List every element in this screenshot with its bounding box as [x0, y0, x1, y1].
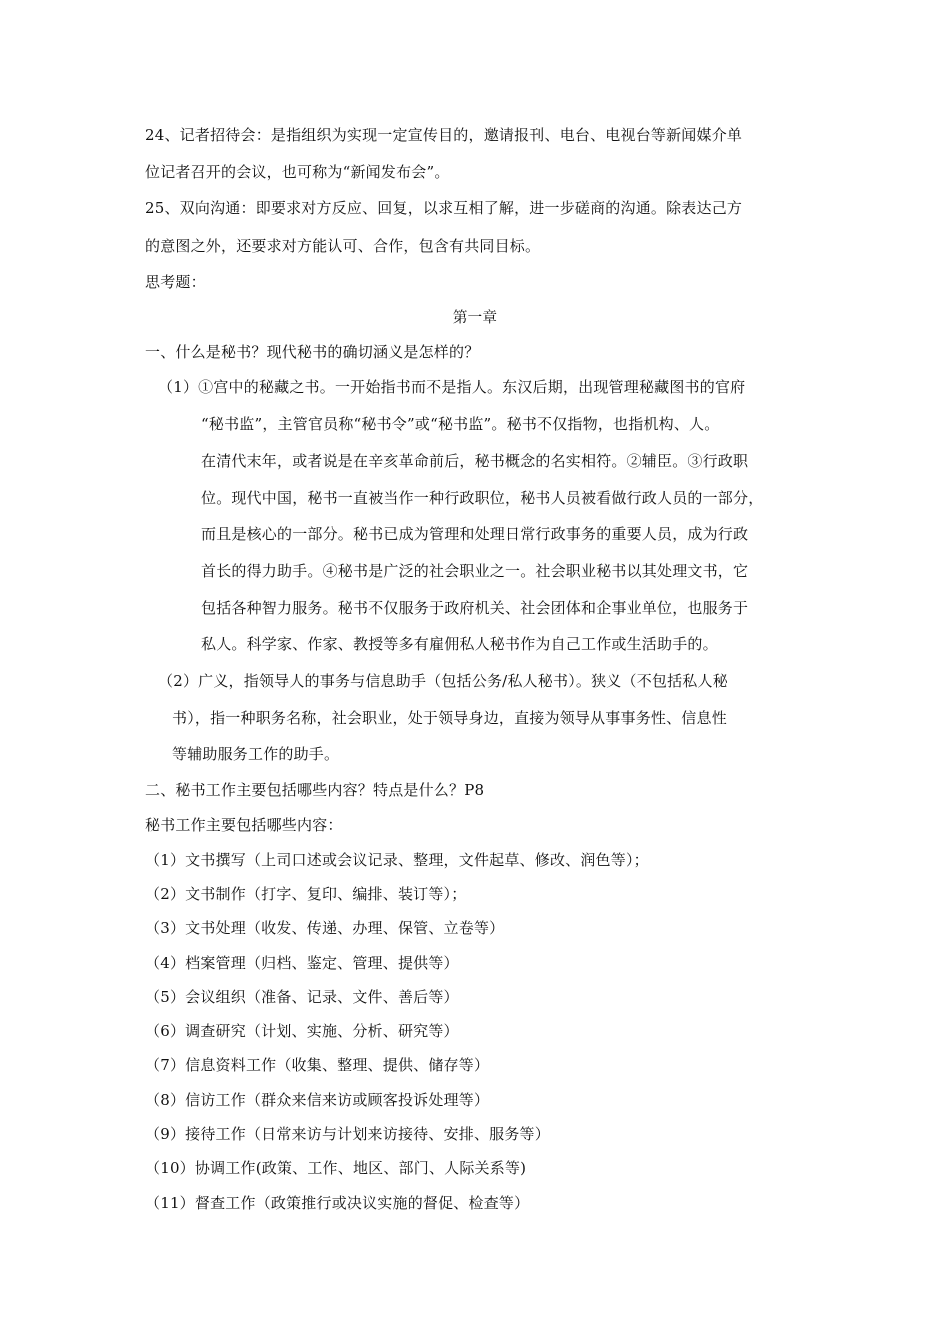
list-item: （10）协调工作(政策、工作、地区、部门、人际关系等): [145, 1159, 527, 1177]
text-line: 25、双向沟通：即要求对方反应、回复，以求互相了解，进一步磋商的沟通。除表达己方: [145, 199, 743, 217]
text-line: “秘书监”，主管官员称“秘书令”或“秘书监”。秘书不仅指物，也指机构、人。: [201, 415, 720, 433]
text-line: 在清代末年，或者说是在辛亥革命前后，秘书概念的名实相符。②辅臣。③行政职: [201, 452, 749, 470]
text-line: 首长的得力助手。④秘书是广泛的社会职业之一。社会职业秘书以其处理文书，它: [201, 562, 749, 580]
text-line: 书），指一种职务名称，社会职业，处于领导身边，直接为领导从事事务性、信息性: [172, 709, 727, 727]
list-item: （1）文书撰写（上司口述或会议记录、整理，文件起草、修改、润色等）；: [145, 851, 649, 869]
list-item: （11）督查工作（政策推行或决议实施的督促、检查等）: [145, 1194, 530, 1212]
list-item: （5）会议组织（准备、记录、文件、善后等）: [145, 988, 459, 1006]
text-line: 秘书工作主要包括哪些内容：: [145, 816, 343, 834]
list-item: （9）接待工作（日常来访与计划来访接待、安排、服务等）: [145, 1125, 550, 1143]
list-item: （7）信息资料工作（收集、整理、提供、储存等）: [145, 1056, 490, 1074]
text-line: 等辅助服务工作的助手。: [172, 745, 340, 763]
text-line: 24、记者招待会：是指组织为实现一定宣传目的，邀请报刊、电台、电视台等新闻媒介单: [145, 126, 743, 144]
list-item: （8）信访工作（群众来信来访或顾客投诉处理等）: [145, 1091, 490, 1109]
text-line: 的意图之外，还要求对方能认可、合作，包含有共同目标。: [145, 237, 541, 255]
list-item: （4）档案管理（归档、鉴定、管理、提供等）: [145, 954, 459, 972]
text-line: （1）①宫中的秘藏之书。一开始指书而不是指人。东汉后期，出现管理秘藏图书的官府: [158, 378, 746, 396]
text-line: 而且是核心的一部分。秘书已成为管理和处理日常行政事务的重要人员，成为行政: [201, 525, 749, 543]
text-line: 私人。科学家、作家、教授等多有雇佣私人秘书作为自己工作或生活助手的。: [201, 635, 718, 653]
text-line: 位。现代中国，秘书一直被当作一种行政职位，秘书人员被看做行政人员的一部分，: [201, 489, 764, 507]
question-heading: 二、秘书工作主要包括哪些内容？特点是什么？P8: [145, 781, 485, 799]
text-line: 包括各种智力服务。秘书不仅服务于政府机关、社会团体和企事业单位，也服务于: [201, 599, 749, 617]
question-heading: 一、什么是秘书？现代秘书的确切涵义是怎样的？: [145, 343, 480, 361]
text-line: 思考题：: [145, 273, 206, 291]
list-item: （2）文书制作（打字、复印、编排、装订等）；: [145, 885, 467, 903]
text-line: 位记者召开的会议，也可称为“新闻发布会”。: [145, 163, 450, 181]
text-line: （2）广义，指领导人的事务与信息助手（包括公务/私人秘书）。狭义（不包括私人秘: [158, 672, 728, 690]
chapter-heading: 第一章: [452, 309, 498, 326]
list-item: （6）调查研究（计划、实施、分析、研究等）: [145, 1022, 459, 1040]
list-item: （3）文书处理（收发、传递、办理、保管、立卷等）: [145, 919, 505, 937]
